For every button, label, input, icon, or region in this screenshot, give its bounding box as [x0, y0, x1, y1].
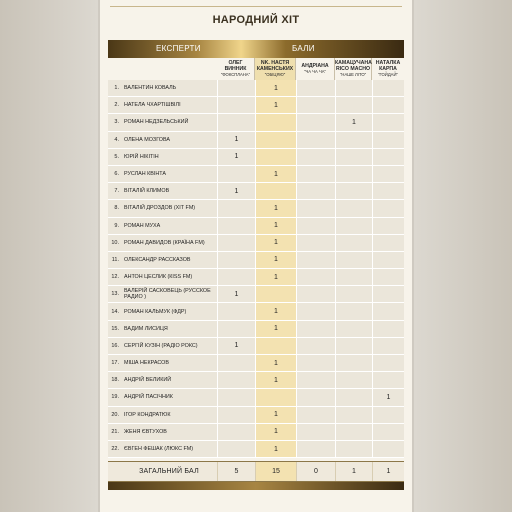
score-cell: 1 [255, 235, 296, 251]
table-row [108, 97, 404, 114]
score-cell [296, 132, 335, 148]
expert-name: ОЛЕНА МОЗГОВА [121, 132, 217, 148]
top-rule [110, 6, 402, 7]
score-cell [335, 303, 372, 319]
score-cell: 1 [255, 200, 296, 216]
row-number: 22. [108, 441, 121, 457]
column-header-3 [335, 58, 372, 80]
experts-label: ЕКСПЕРТИ [156, 44, 201, 53]
column-header-2 [296, 58, 335, 80]
score-cell [335, 321, 372, 337]
table-row [108, 286, 404, 303]
row-number: 8. [108, 200, 121, 216]
score-cell [372, 80, 404, 96]
score-cell [335, 355, 372, 371]
score-cell [372, 441, 404, 457]
expert-name: АНДРІЙ ПАСІЧНИК [121, 389, 217, 405]
score-cell [296, 149, 335, 165]
score-cell [217, 389, 255, 405]
score-cell [372, 97, 404, 113]
score-cell [372, 321, 404, 337]
column-header-0 [217, 58, 255, 80]
expert-name: АНДРІЙ ВЕЛИКИЙ [121, 372, 217, 388]
score-cell [296, 355, 335, 371]
row-number: 14. [108, 303, 121, 319]
score-cell: 1 [217, 132, 255, 148]
score-cell [335, 269, 372, 285]
column-header-song: "ОБІЦЯЮ" [264, 72, 286, 77]
scores-label: БАЛИ [292, 44, 315, 53]
table-row [108, 200, 404, 217]
row-number: 12. [108, 269, 121, 285]
score-cell [296, 321, 335, 337]
column-header-name: КАМАЦУЧАНА RICO MACHO [335, 60, 372, 72]
score-cell: 1 [255, 321, 296, 337]
score-cell [217, 235, 255, 251]
score-cell: 1 [255, 372, 296, 388]
score-cell: 1 [255, 424, 296, 440]
expert-name: ІГОР КОНДРАТЮК [121, 407, 217, 423]
row-number: 19. [108, 389, 121, 405]
score-cell [335, 441, 372, 457]
score-cell [217, 166, 255, 182]
score-cell [372, 424, 404, 440]
score-cell: 1 [255, 80, 296, 96]
row-number: 3. [108, 114, 121, 130]
column-header-name: НАТАЛКА КАРПА [375, 60, 401, 72]
score-cell: 1 [255, 97, 296, 113]
score-cell [296, 286, 335, 302]
table-row [108, 132, 404, 149]
expert-name: ЄВГЕН ФЕШАК (ЛЮКС FM) [121, 441, 217, 457]
table-row [108, 424, 404, 441]
score-cell [335, 252, 372, 268]
score-cell: 1 [255, 252, 296, 268]
score-cell [217, 80, 255, 96]
table-row [108, 441, 404, 458]
expert-name: РУСЛАН КВІНТА [121, 166, 217, 182]
score-cell [335, 80, 372, 96]
row-number: 7. [108, 183, 121, 199]
table-row [108, 252, 404, 269]
row-number: 2. [108, 97, 121, 113]
column-header-1 [255, 58, 296, 80]
score-cell [255, 389, 296, 405]
score-cell [217, 424, 255, 440]
score-cell [217, 200, 255, 216]
score-cell [335, 183, 372, 199]
score-cell [372, 355, 404, 371]
total-value-2: 0 [296, 462, 335, 481]
score-cell [255, 149, 296, 165]
row-number: 5. [108, 149, 121, 165]
score-cell [296, 424, 335, 440]
column-header-4 [372, 58, 404, 80]
score-cell [255, 183, 296, 199]
table-row [108, 338, 404, 355]
table-row [108, 389, 404, 406]
score-cell [255, 132, 296, 148]
score-cell [296, 441, 335, 457]
column-header-name: АНДРІАНА [301, 63, 329, 69]
score-cell [217, 441, 255, 457]
total-value-3: 1 [335, 462, 372, 481]
expert-name: РОМАН НЕДЗЕЛЬСЬКИЙ [121, 114, 217, 130]
table-row [108, 407, 404, 424]
table-row [108, 114, 404, 131]
score-cell [296, 200, 335, 216]
score-cell [217, 269, 255, 285]
column-header-song: "ГОЙДАЙ" [378, 72, 398, 77]
score-cell: 1 [255, 166, 296, 182]
score-cell: 1 [335, 114, 372, 130]
row-number: 18. [108, 372, 121, 388]
score-cell [372, 166, 404, 182]
score-cell: 1 [255, 269, 296, 285]
table-row [108, 183, 404, 200]
score-cell: 1 [372, 389, 404, 405]
table-row [108, 80, 404, 97]
expert-name: РОМАН КАЛЬМУК (ФДР) [121, 303, 217, 319]
score-cell [335, 166, 372, 182]
expert-name: ВІТАЛІЙ КЛИМОВ [121, 183, 217, 199]
score-cell [217, 252, 255, 268]
score-cell [335, 97, 372, 113]
score-cell [372, 303, 404, 319]
header-banner [108, 40, 404, 58]
score-cell [217, 407, 255, 423]
score-cell: 1 [217, 338, 255, 354]
expert-name: ВАЛЕНТИН КОВАЛЬ [121, 80, 217, 96]
row-number: 9. [108, 218, 121, 234]
column-header-name: NK. НАСТЯ КАМЕНСЬКИХ [256, 60, 294, 72]
score-cell [372, 218, 404, 234]
score-cell [335, 407, 372, 423]
score-cell [217, 218, 255, 234]
score-cell [255, 338, 296, 354]
table-row [108, 235, 404, 252]
row-number: 20. [108, 407, 121, 423]
score-cell: 1 [217, 286, 255, 302]
table-row [108, 303, 404, 320]
page-background-right [414, 0, 512, 512]
score-cell [296, 303, 335, 319]
score-cell [296, 407, 335, 423]
column-header-song: "ФОКСПЛАНА" [220, 72, 251, 77]
score-cell [335, 424, 372, 440]
score-cell [372, 372, 404, 388]
score-cell [217, 303, 255, 319]
score-cell [335, 149, 372, 165]
score-cell: 1 [255, 355, 296, 371]
score-cell [372, 200, 404, 216]
score-cell [335, 286, 372, 302]
expert-name: РОМАН ДАВИДОВ (КРАЇНА FM) [121, 235, 217, 251]
expert-name: ВІТАЛІЙ ДРОЗДОВ (ХІТ FM) [121, 200, 217, 216]
table-row [108, 218, 404, 235]
row-number: 21. [108, 424, 121, 440]
score-sheet [100, 0, 412, 512]
score-cell [255, 114, 296, 130]
page-background-left [0, 0, 98, 512]
score-cell: 1 [255, 218, 296, 234]
score-cell [372, 132, 404, 148]
expert-name: РОМАН МУХА [121, 218, 217, 234]
score-cell [217, 355, 255, 371]
score-cell [296, 183, 335, 199]
score-cell [296, 218, 335, 234]
score-cell [335, 235, 372, 251]
page-title: НАРОДНИЙ ХІТ [212, 14, 300, 26]
score-cell: 1 [255, 407, 296, 423]
column-header-song: "НАШЕ ЛІТО" [339, 72, 367, 77]
column-header-song: "ЧА ЧА ЧА" [303, 69, 327, 74]
expert-name: АНТОН ЦЕСЛИК (КISS FM) [121, 269, 217, 285]
column-header-name: ОЛЕГ ВИННИК [224, 60, 247, 72]
score-cell [217, 114, 255, 130]
score-cell [335, 200, 372, 216]
total-value-1: 15 [255, 462, 296, 481]
total-row [108, 461, 404, 482]
score-cell [296, 389, 335, 405]
table-row [108, 355, 404, 372]
score-cell [372, 114, 404, 130]
score-cell [335, 338, 372, 354]
score-cell [335, 132, 372, 148]
row-number: 11. [108, 252, 121, 268]
expert-name: ОЛЕКСАНДР РАССКАЗОВ [121, 252, 217, 268]
score-cell [217, 372, 255, 388]
row-number: 4. [108, 132, 121, 148]
score-cell [296, 114, 335, 130]
table-row [108, 149, 404, 166]
score-cell [296, 269, 335, 285]
expert-name: ВАДИМ ЛИСИЦЯ [121, 321, 217, 337]
table-row [108, 269, 404, 286]
table-row [108, 321, 404, 338]
total-label: ЗАГАЛЬНИЙ БАЛ [139, 468, 199, 475]
score-cell [335, 218, 372, 234]
row-number: 15. [108, 321, 121, 337]
score-cell [296, 166, 335, 182]
score-cell [217, 321, 255, 337]
score-cell [296, 235, 335, 251]
row-number: 13. [108, 286, 121, 302]
table-row [108, 166, 404, 183]
score-cell [372, 338, 404, 354]
row-number: 17. [108, 355, 121, 371]
expert-name: НАТЕЛА ЧХАРТІШВІЛІ [121, 97, 217, 113]
score-cell [372, 407, 404, 423]
score-cell [296, 338, 335, 354]
score-cell [372, 183, 404, 199]
expert-name: СЕРГІЙ КУЗІН (РАДІО РОКС) [121, 338, 217, 354]
score-cell: 1 [217, 183, 255, 199]
score-cell [372, 252, 404, 268]
score-cell [335, 389, 372, 405]
total-value-0: 5 [217, 462, 255, 481]
expert-name: МІША НЕКРАСОВ [121, 355, 217, 371]
score-cell [335, 372, 372, 388]
row-number: 16. [108, 338, 121, 354]
row-number: 1. [108, 80, 121, 96]
score-cell: 1 [255, 441, 296, 457]
score-cell: 1 [217, 149, 255, 165]
expert-name: ЖЕНЯ ЄВТУХОВ [121, 424, 217, 440]
score-cell [372, 235, 404, 251]
table-row [108, 372, 404, 389]
score-cell [296, 97, 335, 113]
score-cell [372, 269, 404, 285]
score-cell [372, 149, 404, 165]
row-number: 6. [108, 166, 121, 182]
score-cell: 1 [255, 303, 296, 319]
footer-banner [108, 482, 404, 490]
expert-name: ЮРІЙ НІКІТІН [121, 149, 217, 165]
expert-rows [108, 80, 404, 458]
score-cell [217, 97, 255, 113]
row-number: 10. [108, 235, 121, 251]
score-cell [255, 286, 296, 302]
total-value-4: 1 [372, 462, 404, 481]
score-cell [296, 372, 335, 388]
expert-name: ВАЛЕРІЙ САСКОВЕЦЬ (РУССКОЕ РАДИО ) [121, 286, 217, 302]
score-cell [372, 286, 404, 302]
score-cell [296, 80, 335, 96]
score-cell [296, 252, 335, 268]
